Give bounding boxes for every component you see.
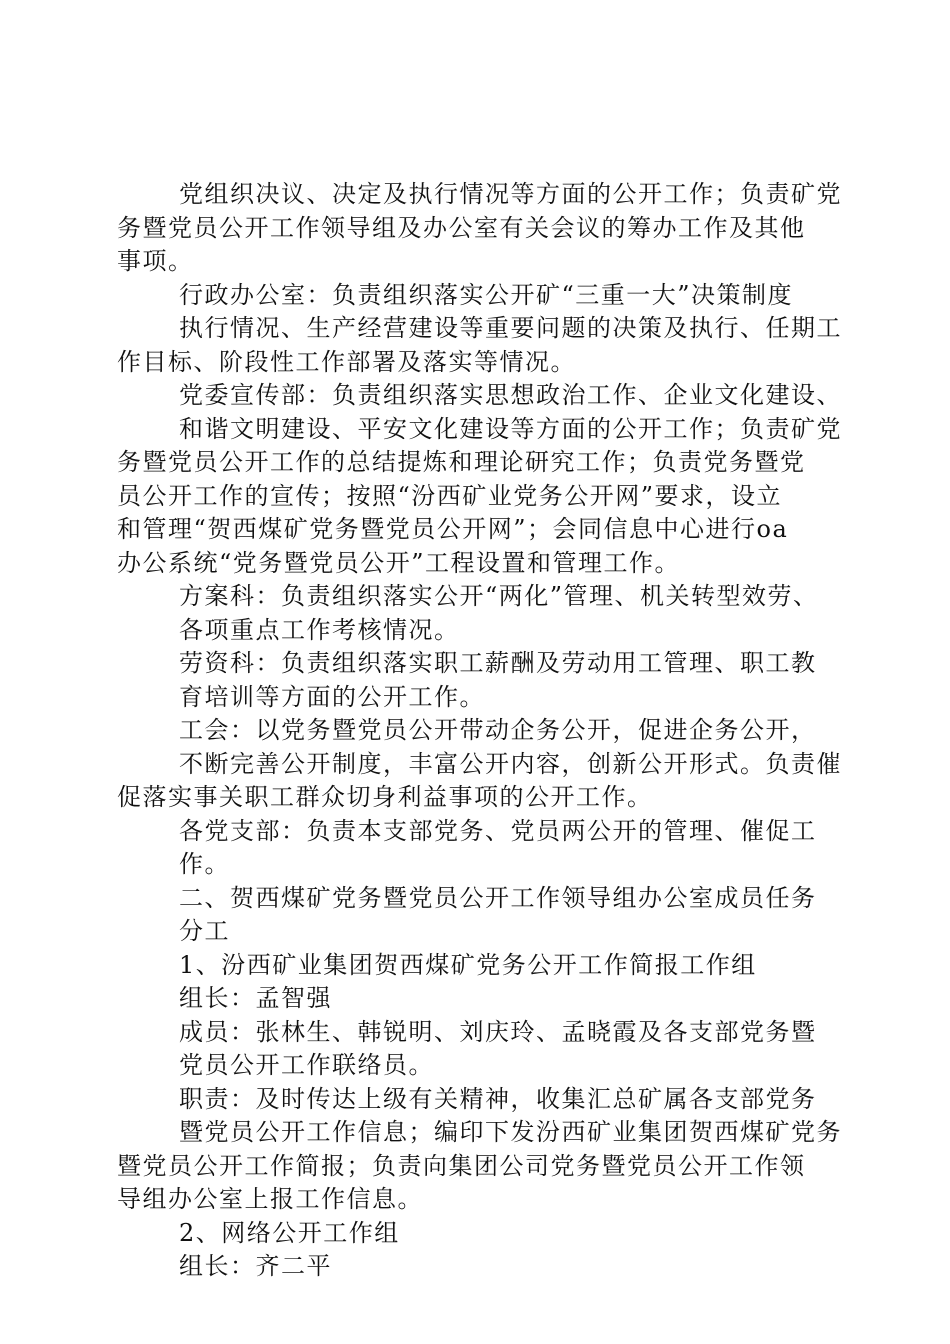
text-line: 和管理“贺西煤矿党务暨党员公开网”；会同信息中心进行oa bbox=[117, 515, 789, 543]
text-line: 员公开工作的宣传；按照“汾西矿业党务公开网”要求，设立 bbox=[117, 481, 783, 510]
text-line: 成员：张林生、韩锐明、刘庆玲、孟晓霞及各支部党务暨 bbox=[179, 1017, 817, 1046]
text-line: 党委宣传部：负责组织落实思想政治工作、企业文化建设、 bbox=[179, 381, 842, 409]
text-line: 行政办公室：负责组织落实公开矿“三重一大”决策制度 bbox=[179, 280, 794, 309]
text-line: 暨党员公开工作简报；负责向集团公司党务暨党员公开工作领 bbox=[117, 1151, 806, 1180]
text-line: 各党支部：负责本支部党务、党员两公开的管理、催促工 bbox=[179, 816, 817, 845]
text-line: 分工 bbox=[179, 917, 230, 945]
text-line: 促落实事关职工群众切身利益事项的公开工作。 bbox=[117, 783, 653, 811]
text-line: 务暨党员公开工作领导组及办公室有关会议的筹办工作及其他 bbox=[117, 213, 806, 242]
text-line: 育培训等方面的公开工作。 bbox=[179, 682, 485, 711]
text-line: 1、汾西矿业集团贺西煤矿党务公开工作简报工作组 bbox=[179, 950, 757, 979]
text-line: 职责：及时传达上级有关精神，收集汇总矿属各支部党务 bbox=[179, 1084, 817, 1113]
text-line: 不断完善公开制度，丰富公开内容，创新公开形式。负责催 bbox=[179, 749, 842, 778]
text-line: 组长：孟智强 bbox=[179, 984, 332, 1012]
text-line: 暨党员公开工作信息；编印下发汾西矿业集团贺西煤矿党务 bbox=[179, 1118, 842, 1146]
text-line: 导组办公室上报工作信息。 bbox=[117, 1185, 423, 1213]
text-line: 工会：以党务暨党员公开带动企务公开，促进企务公开， bbox=[179, 716, 817, 744]
text-line: 各项重点工作考核情况。 bbox=[179, 615, 460, 644]
document-body bbox=[117, 178, 842, 1284]
text-line: 务暨党员公开工作的总结提炼和理论研究工作；负责党务暨党 bbox=[117, 448, 806, 476]
text-line: 和谐文明建设、平安文化建设等方面的公开工作；负责矿党 bbox=[179, 414, 842, 443]
text-line: 作。 bbox=[179, 850, 230, 878]
text-line: 方案科：负责组织落实公开“两化”管理、机关转型效劳、 bbox=[179, 582, 819, 610]
text-line: 党员公开工作联络员。 bbox=[179, 1051, 434, 1079]
text-line: 事项。 bbox=[117, 247, 194, 275]
text-line: 组长：齐二平 bbox=[179, 1252, 332, 1280]
text-line: 作目标、阶段性工作部署及落实等情况。 bbox=[117, 347, 576, 376]
text-line: 办公系统“党务暨党员公开”工程设置和管理工作。 bbox=[117, 548, 681, 577]
text-line: 执行情况、生产经营建设等重要问题的决策及执行、任期工 bbox=[179, 314, 842, 342]
text-line: 党组织决议、决定及执行情况等方面的公开工作；负责矿党 bbox=[179, 180, 842, 208]
text-line: 二、贺西煤矿党务暨党员公开工作领导组办公室成员任务 bbox=[179, 883, 817, 912]
text-line: 2、网络公开工作组 bbox=[179, 1218, 400, 1247]
text-line: 劳资科：负责组织落实职工薪酬及劳动用工管理、职工教 bbox=[179, 649, 817, 677]
